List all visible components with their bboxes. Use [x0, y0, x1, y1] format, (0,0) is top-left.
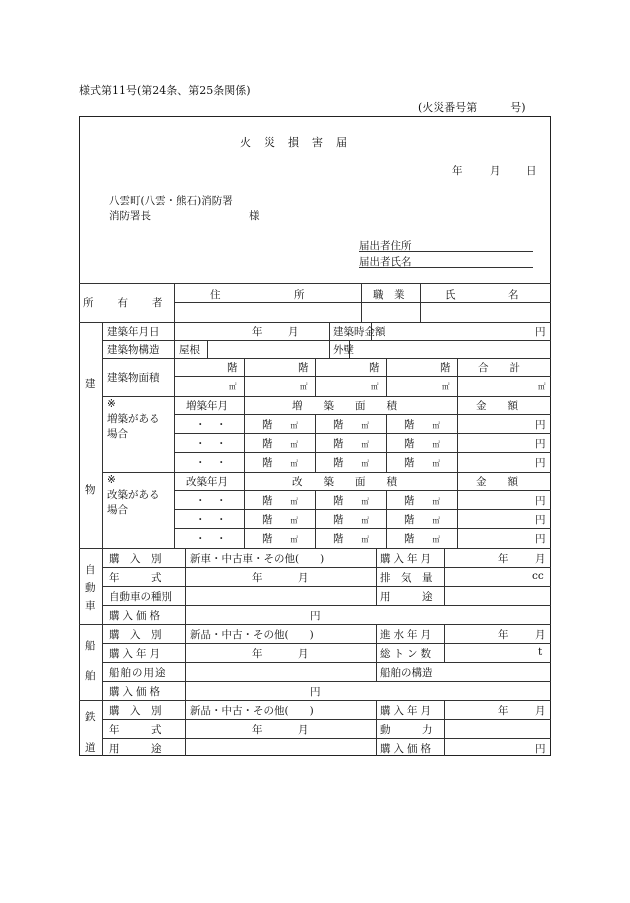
date-month: 月: [490, 165, 501, 177]
ext-floor: 階: [404, 457, 415, 469]
vehicle-purchase-year: 年: [498, 553, 509, 565]
applicant-address-label: 届出者住所: [359, 240, 412, 252]
ext-floor: 階: [262, 419, 273, 431]
vehicle-model-month: 月: [298, 572, 309, 584]
ext-floor: 階: [333, 438, 344, 450]
ship-purchase-type-label: 購 入 別: [109, 629, 162, 641]
renovation-amount-header: 金 額: [476, 476, 518, 488]
renovation-label: 改築がある場合: [107, 489, 160, 516]
floor-2: 階: [298, 362, 309, 374]
ren-floor: 階: [262, 533, 273, 545]
ren-sqm: ㎡: [290, 535, 298, 544]
ext-sqm: ㎡: [290, 459, 298, 468]
area-total-header: 合 計: [478, 362, 520, 374]
ext-sqm: ㎡: [361, 440, 369, 449]
vehicle-type-label: 自動車の種別: [109, 591, 172, 603]
tonnage-unit: t: [538, 646, 543, 658]
owner-occupation-header: 職 業: [373, 289, 405, 301]
ren-floor: 階: [262, 495, 273, 507]
applicant-name-label: 届出者氏名: [359, 256, 412, 268]
ren-sqm: ㎡: [361, 497, 369, 506]
structure-label: 建築物構造: [107, 344, 160, 356]
ext-sqm: ㎡: [361, 459, 369, 468]
rail-model-label: 年 式: [109, 724, 162, 736]
owner-address-header: 住 所: [210, 289, 305, 301]
ren-floor: 階: [404, 533, 415, 545]
renovation-area-header: 改 築 面 積: [292, 476, 397, 488]
ship-launch-label: 進水年月: [380, 629, 434, 641]
fire-number: (火災番号第 号): [418, 101, 526, 114]
vehicle-price-yen: 円: [310, 610, 321, 622]
vehicle-purchase-type-value: 新車・中古車・その他( ): [190, 553, 325, 565]
extension-year-header: 増築年月: [186, 400, 228, 412]
ext-yen: 円: [535, 457, 546, 469]
applicant-address-line[interactable]: [359, 251, 533, 252]
vehicle-label-2: 動: [85, 582, 96, 594]
vehicle-purchase-date-label: 購入年月: [380, 553, 434, 565]
form-title: 火 災 損 害 届: [240, 136, 348, 149]
vehicle-purchase-type-label: 購 入 別: [109, 553, 162, 565]
rail-model-month: 月: [298, 724, 309, 736]
ren-sqm: ㎡: [361, 516, 369, 525]
ship-purchase-date-label: 購入年月: [109, 648, 163, 660]
extension-amount-header: 金 額: [476, 400, 518, 412]
owner-name-header: 氏 名: [445, 289, 519, 301]
ext-sqm: ㎡: [432, 459, 440, 468]
ren-floor: 階: [333, 495, 344, 507]
rail-power-label: 動 力: [380, 724, 433, 736]
rail-use-label: 用 途: [109, 743, 162, 755]
ext-sqm: ㎡: [361, 421, 369, 430]
extension-area-header: 増 築 面 積: [292, 400, 397, 412]
construction-cost-label: 建築時金額: [333, 326, 386, 338]
ren-floor: 階: [404, 514, 415, 526]
ship-purchase-year: 年: [252, 648, 263, 660]
addressee-chief: 消防署長: [109, 210, 151, 222]
rail-price-label: 購入価格: [380, 743, 434, 755]
rail-purchase-month: 月: [535, 705, 546, 717]
date-year: 年: [452, 165, 463, 177]
extension-date-2: ・ ・: [195, 438, 227, 450]
rail-price-yen: 円: [535, 743, 546, 755]
rail-purchase-date-label: 購入年月: [380, 705, 434, 717]
ext-floor: 階: [404, 438, 415, 450]
floor-4: 階: [440, 362, 451, 374]
renovation-date-3: ・ ・: [195, 533, 227, 545]
vehicle-price-label: 購入価格: [109, 610, 163, 622]
wall-label: 外壁: [333, 344, 354, 356]
vehicle-purchase-month: 月: [535, 553, 546, 565]
ship-label-1: 船: [85, 640, 96, 652]
floor-1: 階: [227, 362, 238, 374]
ship-purchase-month: 月: [298, 648, 309, 660]
rail-label-2: 道: [85, 742, 96, 754]
area-sqm-4: ㎡: [442, 382, 450, 391]
displacement-label: 排 気 量: [380, 572, 433, 584]
construction-cost-yen: 円: [535, 326, 546, 338]
vehicle-label-1: 自: [85, 564, 96, 576]
addressee-station: 八雲町(八雲・熊石)消防署: [109, 195, 233, 207]
rail-purchase-type-label: 購 入 別: [109, 705, 162, 717]
ship-price-yen: 円: [310, 686, 321, 698]
vehicle-model-label: 年 式: [109, 572, 162, 584]
roof-label: 屋根: [179, 344, 200, 356]
ren-yen: 円: [535, 514, 546, 526]
ren-sqm: ㎡: [361, 535, 369, 544]
built-date-label: 建築年月日: [107, 326, 160, 338]
ext-floor: 階: [262, 457, 273, 469]
ship-price-label: 購入価格: [109, 686, 163, 698]
building-section-label-1: 建: [85, 378, 96, 390]
floor-3: 階: [369, 362, 380, 374]
ext-floor: 階: [404, 419, 415, 431]
ren-sqm: ㎡: [290, 497, 298, 506]
renovation-date-2: ・ ・: [195, 514, 227, 526]
area-sqm-1: ㎡: [229, 382, 237, 391]
ext-sqm: ㎡: [290, 440, 298, 449]
ren-sqm: ㎡: [432, 535, 440, 544]
rail-purchase-type-value: 新品・中古・その他( ): [190, 705, 314, 717]
extension-date-1: ・ ・: [195, 419, 227, 431]
tonnage-label: 総トン数: [380, 648, 434, 660]
area-sqm-3: ㎡: [371, 382, 379, 391]
ren-sqm: ㎡: [432, 497, 440, 506]
ren-sqm: ㎡: [432, 516, 440, 525]
vehicle-use-label: 用 途: [380, 591, 433, 603]
area-sqm-2: ㎡: [300, 382, 308, 391]
ext-sqm: ㎡: [432, 421, 440, 430]
rail-label-1: 鉄: [85, 711, 96, 723]
rail-model-year: 年: [252, 724, 263, 736]
displacement-unit: cc: [532, 570, 544, 582]
building-area-label: 建築物面積: [107, 372, 160, 384]
owner-label: 所 有 者: [83, 297, 164, 309]
ship-launch-year: 年: [498, 629, 509, 641]
vehicle-model-year: 年: [252, 572, 263, 584]
ext-floor: 階: [333, 419, 344, 431]
ext-sqm: ㎡: [432, 440, 440, 449]
ext-floor: 階: [333, 457, 344, 469]
ext-yen: 円: [535, 438, 546, 450]
renovation-note: ※: [107, 474, 116, 486]
vehicle-label-3: 車: [85, 600, 96, 612]
renovation-date-1: ・ ・: [195, 495, 227, 507]
applicant-name-line[interactable]: [359, 267, 533, 268]
ren-yen: 円: [535, 495, 546, 507]
ren-yen: 円: [535, 533, 546, 545]
ext-floor: 階: [262, 438, 273, 450]
extension-date-3: ・ ・: [195, 457, 227, 469]
ren-floor: 階: [404, 495, 415, 507]
ext-yen: 円: [535, 419, 546, 431]
building-section-label-2: 物: [85, 484, 96, 496]
extension-label: 増築がある場合: [107, 413, 160, 440]
built-date-year: 年: [252, 326, 263, 338]
addressee-honorific: 様: [249, 210, 260, 222]
date-day: 日: [526, 165, 537, 177]
built-date-month: 月: [288, 326, 299, 338]
ship-structure-label: 船舶の構造: [380, 667, 433, 679]
ext-sqm: ㎡: [290, 421, 298, 430]
ship-use-label: 船舶の用途: [109, 667, 167, 679]
area-sqm-total: ㎡: [538, 382, 546, 391]
ren-floor: 階: [333, 533, 344, 545]
ship-label-2: 舶: [85, 670, 96, 682]
ship-purchase-type-value: 新品・中古・その他( ): [190, 629, 314, 641]
ren-sqm: ㎡: [290, 516, 298, 525]
extension-note: ※: [107, 398, 116, 410]
ren-floor: 階: [262, 514, 273, 526]
rail-purchase-year: 年: [498, 705, 509, 717]
form-number: 様式第11号(第24条、第25条関係): [79, 84, 251, 97]
renovation-year-header: 改築年月: [186, 476, 228, 488]
ren-floor: 階: [333, 514, 344, 526]
ship-launch-month: 月: [535, 629, 546, 641]
